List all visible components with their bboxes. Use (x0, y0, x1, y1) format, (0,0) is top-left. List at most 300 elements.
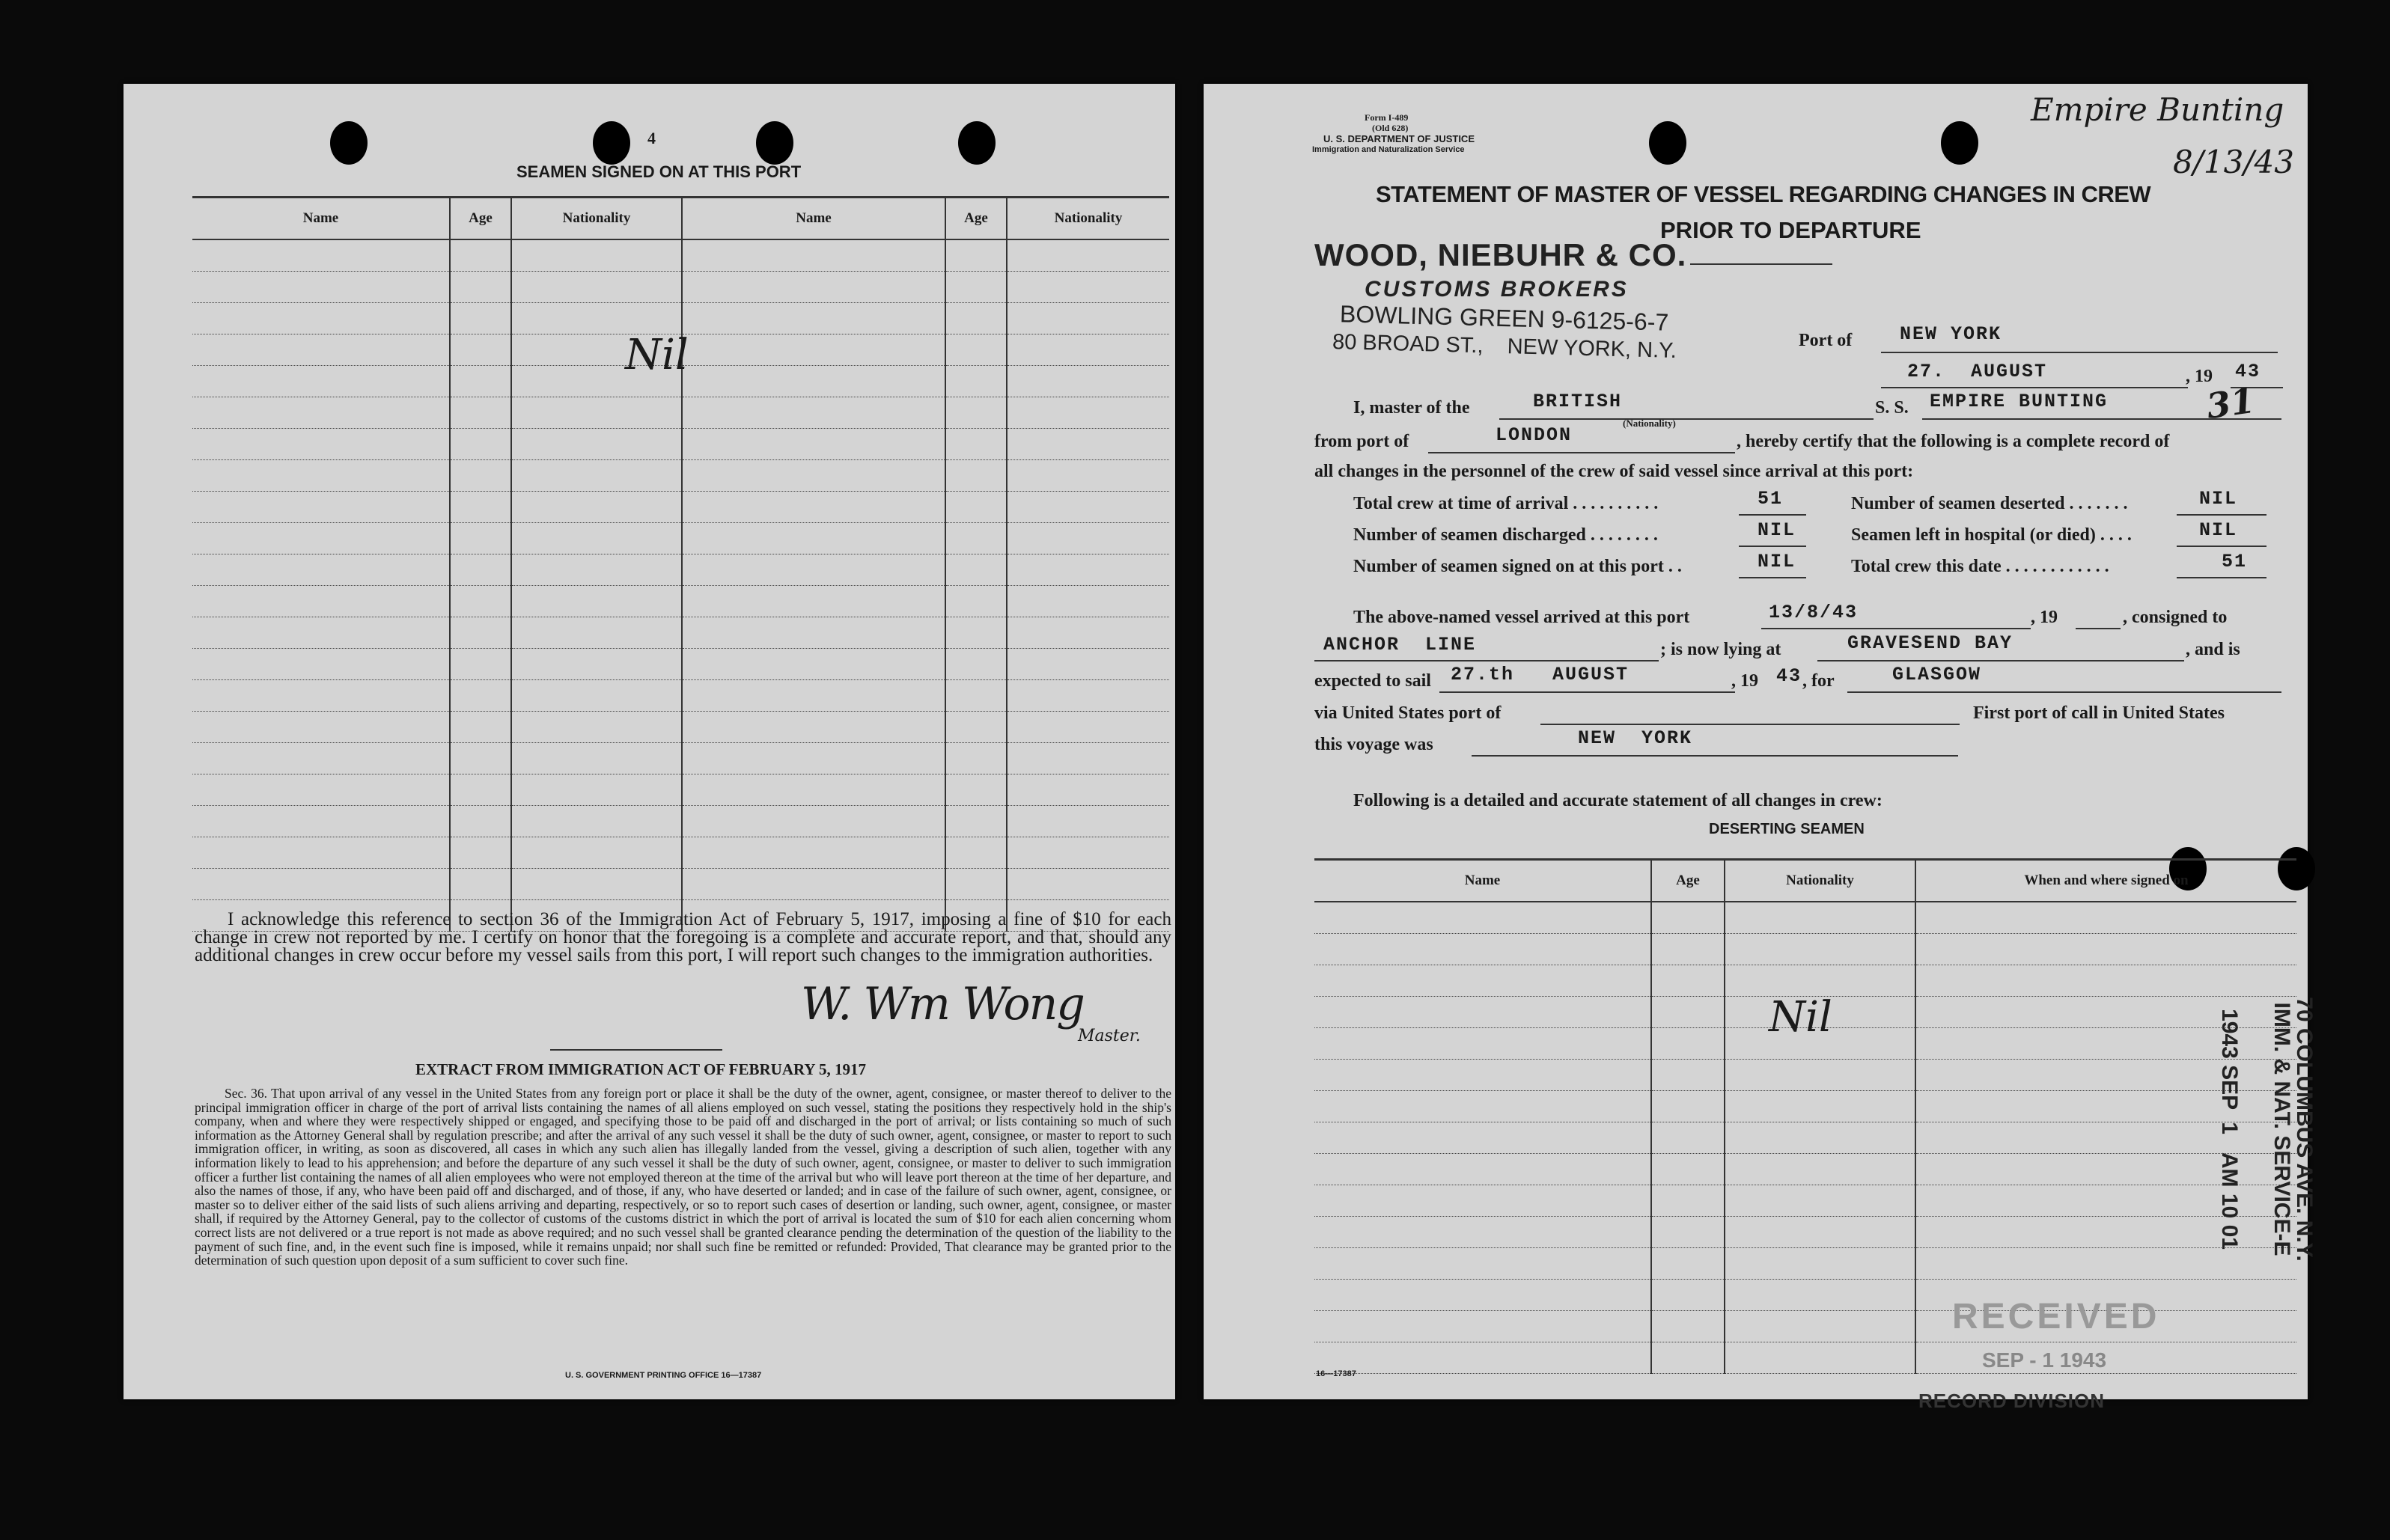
table-cell (511, 523, 682, 554)
table-cell (450, 743, 511, 774)
table-cell (1007, 334, 1169, 366)
nationality-value: BRITISH (1533, 391, 1623, 412)
table-cell (1314, 1248, 1651, 1280)
table-cell (1007, 239, 1169, 272)
hospital-line (2177, 546, 2266, 547)
table-cell (1007, 743, 1169, 774)
table-cell (945, 806, 1007, 837)
table-cell (1007, 554, 1169, 586)
column-header: Age (450, 198, 511, 240)
form-footer: 16—17387 (1316, 1369, 1356, 1378)
table-cell (1651, 997, 1725, 1028)
table-row (1314, 902, 2296, 934)
master-of-label: I, master of the (1353, 398, 1470, 418)
table-cell (1314, 1217, 1651, 1248)
table-row (1314, 1248, 2296, 1280)
table-cell (192, 774, 450, 806)
table-cell (1915, 934, 2296, 965)
table-cell (945, 774, 1007, 806)
table-cell (192, 429, 450, 460)
table-cell (945, 272, 1007, 303)
table-row (192, 586, 1169, 617)
table-row (192, 429, 1169, 460)
table-row (192, 712, 1169, 743)
table-row (192, 837, 1169, 869)
column-header: Nationality (1007, 198, 1169, 240)
table-cell (945, 680, 1007, 712)
total-arrival-line (1739, 514, 1806, 516)
table-cell (1314, 1311, 1651, 1342)
table-cell (511, 460, 682, 492)
service-stamp-address: 70 COLUMBUS AVE. N.Y. (2292, 997, 2317, 1262)
table-cell (450, 680, 511, 712)
table-cell (945, 366, 1007, 397)
table-cell (1007, 869, 1169, 900)
table-cell (1725, 1185, 1915, 1217)
port-value: NEW YORK (1900, 323, 2002, 345)
broker-stamp-line3: BOWLING GREEN 9-6125-6-7 (1339, 300, 1669, 336)
punch-hole (1941, 121, 1978, 165)
seamen-signed-on-table (192, 196, 1169, 932)
table-header-row (1314, 860, 2296, 902)
certify-text-2: all changes in the personnel of the crew of said vessel since arrival at this port: (1314, 462, 1914, 481)
table-cell (682, 523, 945, 554)
record-division-stamp: RECORD DIVISION (1918, 1390, 2106, 1412)
destination-line (1847, 691, 2281, 693)
column-header: Name (1314, 860, 1651, 902)
service-name: Immigration and Naturalization Service (1312, 145, 1465, 154)
table-cell (511, 806, 682, 837)
received-date: SEP - 1 1943 (1982, 1348, 2107, 1372)
table-cell (682, 869, 945, 900)
table-cell (682, 806, 945, 837)
total-date-line (2177, 577, 2266, 578)
table-cell (1915, 902, 2296, 934)
handwritten-date-note: 8/13/43 (2173, 144, 2294, 180)
table-cell (1007, 303, 1169, 334)
table-row (192, 617, 1169, 649)
table-cell (945, 869, 1007, 900)
table-row (192, 492, 1169, 523)
broker-stamp-name: WOOD, NIEBUHR & CO. (1314, 237, 1687, 272)
form-old-number: (Old 628) (1372, 123, 1409, 133)
table-cell (682, 334, 945, 366)
table-cell (1725, 1311, 1915, 1342)
table-cell (450, 523, 511, 554)
punch-hole (958, 121, 996, 165)
sail-date-line (1439, 691, 1735, 693)
table-cell (1314, 1122, 1651, 1154)
table-row (192, 303, 1169, 334)
table-cell (945, 837, 1007, 869)
left-form-page (124, 84, 1175, 1399)
title-underline (1690, 263, 1832, 265)
table-cell (192, 554, 450, 586)
table-cell (192, 523, 450, 554)
received-stamp: RECEIVED (1952, 1297, 2160, 1336)
table-cell (450, 429, 511, 460)
column-header: Age (945, 198, 1007, 240)
table-cell (450, 334, 511, 366)
consignee-line (1314, 660, 1659, 661)
table-cell (1725, 1122, 1915, 1154)
table-cell (511, 272, 682, 303)
table-cell (682, 743, 945, 774)
table-cell (1007, 366, 1169, 397)
table-row (192, 869, 1169, 900)
table-row (192, 774, 1169, 806)
deserting-title: DESERTING SEAMEN (1709, 821, 1865, 837)
table-cell (511, 617, 682, 649)
table-cell (450, 239, 511, 272)
table-cell (682, 586, 945, 617)
table-cell (945, 460, 1007, 492)
discharged-label: Number of seamen discharged . . . . . . . . (1353, 525, 1658, 545)
table-cell (511, 680, 682, 712)
table-cell (192, 397, 450, 429)
nationality-line (1499, 418, 1874, 420)
table-cell (682, 272, 945, 303)
and-is-label: , and is (2186, 640, 2240, 659)
table-cell (192, 239, 450, 272)
table-cell (682, 303, 945, 334)
table-cell (450, 460, 511, 492)
table-cell (450, 397, 511, 429)
table-row (1314, 1154, 2296, 1185)
table-cell (1007, 523, 1169, 554)
table-row (192, 239, 1169, 272)
table-cell (1314, 1091, 1651, 1122)
printing-office: U. S. GOVERNMENT PRINTING OFFICE 16—17387 (565, 1371, 762, 1380)
form-title-line1: STATEMENT OF MASTER OF VESSEL REGARDING CHANGES IN CREW (1376, 181, 2151, 207)
table-cell (1725, 965, 1915, 997)
table-row (192, 523, 1169, 554)
table-cell (945, 397, 1007, 429)
table-cell (682, 680, 945, 712)
table-cell (450, 492, 511, 523)
table-cell (1725, 1217, 1915, 1248)
table-cell (192, 649, 450, 680)
table-row (192, 649, 1169, 680)
table-cell (1314, 965, 1651, 997)
table-row (1314, 1091, 2296, 1122)
punch-hole (593, 121, 630, 165)
table-cell (511, 429, 682, 460)
column-header: Nationality (511, 198, 682, 240)
table-row (192, 680, 1169, 712)
deserted-line (2177, 514, 2266, 516)
table-cell (511, 649, 682, 680)
date-line (1881, 387, 2188, 388)
table-cell (450, 712, 511, 743)
table-cell (1314, 902, 1651, 934)
table-cell (192, 303, 450, 334)
table-cell (1651, 1154, 1725, 1185)
ss-label: S. S. (1875, 398, 1909, 418)
table-cell (450, 837, 511, 869)
table-cell (682, 366, 945, 397)
table-cell (450, 649, 511, 680)
table-cell (192, 366, 450, 397)
table-cell (945, 303, 1007, 334)
for-label: , for (1802, 671, 1835, 691)
first-port-value: NEW YORK (1578, 727, 1693, 749)
table-cell (1314, 934, 1651, 965)
table-cell (192, 712, 450, 743)
broker-stamp-line4: 80 BROAD ST., NEW YORK, N.Y. (1332, 329, 1677, 364)
table-row (1314, 1122, 2296, 1154)
table-cell (1007, 272, 1169, 303)
extract-section-label: Sec. 36. (225, 1086, 267, 1101)
table-cell (1651, 1248, 1725, 1280)
nationality-caption: (Nationality) (1623, 418, 1676, 429)
via-label: via United States port of (1314, 703, 1502, 723)
table-row (1314, 1060, 2296, 1091)
table-cell (1651, 965, 1725, 997)
table-cell (1651, 902, 1725, 934)
table-cell (511, 712, 682, 743)
service-stamp-date: 1943 SEP 1 AM 10 01 (2217, 1009, 2242, 1250)
table-cell (1007, 429, 1169, 460)
handwritten-vessel-note: Empire Bunting (2031, 91, 2284, 128)
deserted-label: Number of seamen deserted . . . . . . . (1851, 494, 2128, 513)
table-cell (1725, 1342, 1915, 1374)
handwritten-nil: Nil (625, 331, 689, 379)
table-cell (511, 239, 682, 272)
table-cell (945, 334, 1007, 366)
table-cell (1314, 997, 1651, 1028)
column-header: Name (682, 198, 945, 240)
table-cell (945, 586, 1007, 617)
table-cell (511, 303, 682, 334)
handwritten-nil: Nil (1769, 993, 1832, 1042)
following-text: Following is a detailed and accurate statement of all changes in crew: (1353, 791, 1883, 810)
table-cell (511, 869, 682, 900)
table-cell (682, 554, 945, 586)
table-row (192, 272, 1169, 303)
table-cell (1314, 1060, 1651, 1091)
table-cell (1651, 1280, 1725, 1311)
column-header: Nationality (1725, 860, 1915, 902)
right-form-page (1204, 84, 2317, 1412)
table-cell (945, 429, 1007, 460)
sail-year-prefix: , 19 (1731, 671, 1758, 691)
table-cell (682, 492, 945, 523)
vessel-name: EMPIRE BUNTING (1930, 391, 2109, 412)
arrived-label: The above-named vessel arrived at this port (1353, 608, 1690, 627)
extract-text: That upon arrival of any vessel in the United States from any foreign port or place it shall be the duty of the owner, agent, consignee, or master thereof to deliver to the principal immigration officer in charge of the port of arrival lists containing the names of all aliens employed on such vessel, stating the positions they respectively hold in the ship's company, when and where they were respectively shipped or engaged, and specifying those to be paid off and discharged in the port of arrival; or lists containing so much of such information as the Attorney General shall by regulation prescribe; and after the arrival of any such vessel it shall be the duty of such owner, agent, consignee, or master to report to such immigration officer, in writing, as soon as discovered, all cases in which any such alien has illegally landed from the vessel, giving a description of such alien, together with any information likely to lead to his apprehension; and before the departure of any such vessel it shall be the duty of such owner, agent, consignee, or master to deliver to such immigration officer a further list containing the names of all alien employees who were not employed thereon at the time of the arrival but who will leave port thereon at the time of her departure, and also the names of those, if any, who have been paid off and discharged, and of those, if any, who have deserted or landed; and in case of the failure of such owner, agent, consignee, or master so to deliver either of the said lists of such aliens arriving and departing, respectively, or so to report such cases of desertion or landing, such owner, agent, consignee, or master shall, if required by the Attorney General, pay to the collector of customs of the customs district in which the port of arrival is located the sum of $10 for each alien concerning whom correct lists are not delivered or a true report is not made as above required; and no such vessel shall be granted clearance pending the determination of the question of the liability to the payment of such fine, and, in the event such fine is imposed, while it remains unpaid; nor shall such fine be remitted or refunded: Provided, That clearance may be granted prior to the determination of such question upon deposit of a sum sufficient to cover such fine. (195, 1086, 1171, 1268)
divider (550, 1049, 722, 1051)
table-row (192, 397, 1169, 429)
consigned-label: , consigned to (2123, 608, 2228, 627)
first-port-line (1472, 755, 1958, 757)
table-cell (1651, 1342, 1725, 1374)
discharged-line (1739, 546, 1806, 547)
table-cell (450, 774, 511, 806)
table-cell (1007, 712, 1169, 743)
table-cell (1651, 1091, 1725, 1122)
table-cell (511, 774, 682, 806)
table-row (1314, 1217, 2296, 1248)
table-cell (1314, 1028, 1651, 1060)
signed-on-line (1739, 577, 1806, 578)
table-header-row (192, 198, 1169, 240)
table-cell (1725, 1280, 1915, 1311)
table-cell (192, 837, 450, 869)
column-header: Name (192, 198, 450, 240)
sail-year: 43 (1776, 665, 1802, 687)
table-cell (1007, 649, 1169, 680)
table-cell (1651, 1311, 1725, 1342)
extract-title: EXTRACT FROM IMMIGRATION ACT OF FEBRUARY 5, 1917 (415, 1060, 867, 1078)
table-cell (192, 334, 450, 366)
table-cell (1651, 1060, 1725, 1091)
table-cell (450, 617, 511, 649)
table-cell (511, 492, 682, 523)
from-port-line (1428, 452, 1735, 453)
signed-on-label: Number of seamen signed on at this port . . (1353, 557, 1682, 576)
column-header: Age (1651, 860, 1725, 902)
table-cell (1007, 837, 1169, 869)
table-cell (1007, 586, 1169, 617)
discharged-value: NIL (1758, 519, 1796, 541)
date-day-month: 27. AUGUST (1907, 361, 2048, 382)
table-cell (511, 586, 682, 617)
table-cell (1314, 1154, 1651, 1185)
total-date-label: Total crew this date . . . . . . . . . . . . (1851, 557, 2109, 576)
table-cell (192, 492, 450, 523)
table-cell (945, 712, 1007, 743)
table-cell (450, 869, 511, 900)
punch-hole (756, 121, 793, 165)
table-cell (511, 397, 682, 429)
sail-date: 27.th AUGUST (1451, 664, 1630, 685)
arrived-year-prefix: , 19 (2031, 608, 2058, 627)
destination-value: GLASGOW (1892, 664, 1982, 685)
table-row (1314, 1342, 2296, 1374)
master-signature: W. Wm Wong (801, 978, 1084, 1030)
table-cell (1007, 680, 1169, 712)
table-cell (192, 586, 450, 617)
table-cell (945, 492, 1007, 523)
table-cell (682, 617, 945, 649)
expected-label: expected to sail (1314, 671, 1431, 691)
table-row (192, 554, 1169, 586)
vessel-line (1922, 418, 2281, 420)
table-cell (1725, 1060, 1915, 1091)
table-cell (1725, 934, 1915, 965)
table-cell (1725, 1154, 1915, 1185)
lying-label: ; is now lying at (1660, 640, 1781, 659)
table-cell (450, 303, 511, 334)
table-cell (511, 743, 682, 774)
arrived-line (1761, 628, 2031, 629)
table-cell (1007, 774, 1169, 806)
table-cell (1007, 617, 1169, 649)
year-prefix: , 19 (2186, 367, 2213, 386)
table-cell (1007, 806, 1169, 837)
table-row (192, 743, 1169, 774)
broker-stamp-line2: CUSTOMS BROKERS (1365, 277, 1629, 302)
section-title: SEAMEN SIGNED ON AT THIS PORT (516, 162, 802, 181)
table-cell (1007, 460, 1169, 492)
table-cell (945, 239, 1007, 272)
table-cell (1007, 492, 1169, 523)
table-cell (450, 272, 511, 303)
punch-hole (1649, 121, 1686, 165)
table-row (192, 460, 1169, 492)
table-cell (682, 774, 945, 806)
table-row (1314, 965, 2296, 997)
table-cell (192, 460, 450, 492)
table-cell (192, 617, 450, 649)
table-cell (1007, 397, 1169, 429)
first-port-label: First port of call in United States (1973, 703, 2225, 723)
extract-body (195, 1087, 1171, 1268)
table-cell (1725, 1091, 1915, 1122)
table-cell (1314, 1342, 1651, 1374)
table-cell (945, 523, 1007, 554)
column-header: When and where signed on (1915, 860, 2296, 902)
table-row (1314, 934, 2296, 965)
acknowledgement-text: I acknowledge this reference to section 36 of the Immigration Act of February 5, 1917, imposing a fine of $10 for each change in crew not reported by me. I certify on honor that the foregoing is a complete and accurate report, and that, should any additional changes in crew occur before my vessel sails from this port, I will report such changes to the immigration authorities. (195, 909, 1171, 965)
handwritten-number: 31 (2204, 379, 2258, 427)
table-cell (1651, 1185, 1725, 1217)
table-cell (682, 460, 945, 492)
table-cell (1725, 902, 1915, 934)
table-cell (682, 837, 945, 869)
table-cell (1651, 1122, 1725, 1154)
date-year: 43 (2235, 361, 2261, 382)
port-label: Port of (1799, 331, 1853, 350)
deserted-value: NIL (2199, 488, 2238, 510)
table-cell (192, 869, 450, 900)
table-cell (511, 554, 682, 586)
table-cell (450, 586, 511, 617)
lying-value: GRAVESEND BAY (1847, 632, 2013, 654)
total-arrival-value: 51 (1758, 488, 1784, 510)
table-cell (945, 617, 1007, 649)
this-voyage-label: this voyage was (1314, 735, 1433, 754)
port-line (1881, 352, 2278, 353)
table-cell (682, 712, 945, 743)
total-date-value: 51 (2222, 551, 2248, 572)
table-cell (192, 272, 450, 303)
from-port-value: LONDON (1496, 424, 1573, 446)
from-port-label: from port of (1314, 432, 1409, 451)
table-cell (682, 649, 945, 680)
punch-hole (330, 121, 368, 165)
table-cell (945, 743, 1007, 774)
signed-on-value: NIL (1758, 551, 1796, 572)
form-number: Form I-489 (1365, 112, 1409, 123)
certify-text: , hereby certify that the following is a complete record of (1737, 432, 2170, 451)
form-title-line2: PRIOR TO DEPARTURE (1660, 217, 1921, 243)
hospital-value: NIL (2199, 519, 2238, 541)
department-name: U. S. DEPARTMENT OF JUSTICE (1323, 133, 1475, 144)
arrived-year-line (2076, 628, 2121, 629)
table-cell (192, 743, 450, 774)
table-row (192, 806, 1169, 837)
consignee-value: ANCHOR LINE (1323, 634, 1477, 656)
service-stamp-office: IMM. & NAT. SERVICE-E (2269, 1002, 2294, 1256)
table-cell (450, 366, 511, 397)
table-cell (1725, 1248, 1915, 1280)
signature-label: Master. (1078, 1027, 1141, 1045)
table-cell (1651, 934, 1725, 965)
table-cell (945, 554, 1007, 586)
table-cell (682, 397, 945, 429)
